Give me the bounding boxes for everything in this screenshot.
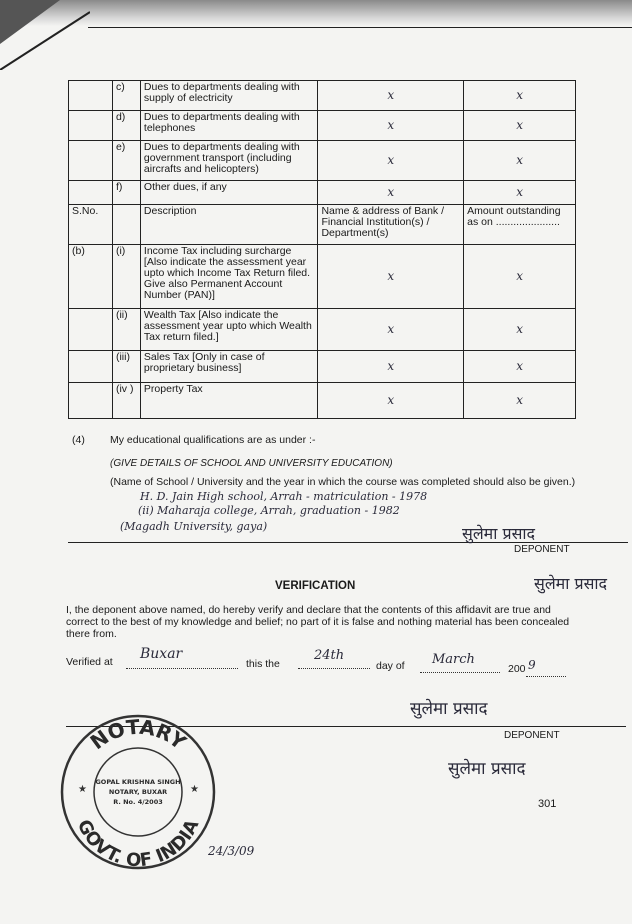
year-field xyxy=(526,664,566,677)
education-instruction: (Name of School / University and the year in which the course was completed should also be given.) xyxy=(110,476,576,488)
year-prefix: 200 xyxy=(508,663,526,675)
table-row: e) Dues to departments dealing with government transport (including aircrafts and helicopters) x x xyxy=(69,141,576,181)
section-number: (4) xyxy=(72,434,85,446)
stamp-line-2: NOTARY, BUXAR xyxy=(108,788,168,796)
svg-text:GOVT. OF INDIA xyxy=(73,816,204,871)
margin-signature: सुलेमा प्रसाद xyxy=(534,574,608,593)
education-line-2: (ii) Maharaja college, Arrah, graduation - 1982 xyxy=(138,504,400,517)
deponent-label: DEPONENT xyxy=(504,730,560,741)
verification-body: I, the deponent above named, do hereby verify and declare that the contents of this affidavit are true and correct to the best of my knowledge and belief; no part of it is false and nothing material has been concealed there from. xyxy=(66,604,570,640)
table-row: f) Other dues, if any x x xyxy=(69,181,576,205)
deponent-signature-2: सुलेमा प्रसाद xyxy=(410,699,488,719)
notary-attested-signature: सुलेमा प्रसाद xyxy=(448,759,526,779)
scan-shadow xyxy=(0,0,632,26)
deponent-label: DEPONENT xyxy=(514,544,570,555)
star-icon: ★ xyxy=(78,784,87,795)
education-subheading: (GIVE DETAILS OF SCHOOL AND UNIVERSITY EDUCATION) xyxy=(110,458,393,469)
dues-table xyxy=(68,80,576,419)
row-desc: Income Tax including surcharge [Also indicate the assessment year upto which Income Tax Return filed. Give also Permanent Account Number (PAN)] xyxy=(140,245,318,309)
page-number: 301 xyxy=(538,798,557,810)
education-line-1: H. D. Jain High school, Arrah - matriculation - 1978 xyxy=(140,490,428,503)
row-desc: Other dues, if any xyxy=(140,181,318,205)
table-row: (ii) Wealth Tax [Also indicate the assessment year upto which Wealth Tax return filed.] x x xyxy=(69,309,576,351)
table-row: (iv ) Property Tax x x xyxy=(69,383,576,419)
education-heading: My educational qualifications are as under :- xyxy=(110,434,316,446)
table-row: (iii) Sales Tax [Only in case of proprietary business] x x xyxy=(69,351,576,383)
verification-title: VERIFICATION xyxy=(275,580,356,592)
day-value: 24th xyxy=(314,648,345,663)
stamp-line-1: GOPAL KRISHNA SINGH xyxy=(95,778,181,786)
place-value: Buxar xyxy=(140,646,183,662)
day-of-label: day of xyxy=(376,660,405,672)
row-desc: Sales Tax [Only in case of proprietary business] xyxy=(140,351,318,383)
year-suffix: 9 xyxy=(528,658,536,672)
stamp-date: 24/3/09 xyxy=(208,844,255,858)
deponent-signature-1: सुलेमा प्रसाद xyxy=(462,524,536,543)
stamp-bottom-text: GOVT. OF INDIA xyxy=(72,816,204,872)
stamp-top-text: NOTARY xyxy=(85,714,191,755)
table-row: (b) (i) Income Tax including surcharge [Also indicate the assessment year upto which Income Tax Return filed. Give also Permanent Account Number (PAN)] x x xyxy=(69,245,576,309)
row-desc: Property Tax xyxy=(140,383,318,419)
verified-at-label: Verified at xyxy=(66,656,113,668)
folded-corner xyxy=(0,0,90,70)
top-border xyxy=(88,27,632,28)
row-desc: Wealth Tax [Also indicate the assessment year upto which Wealth Tax return filed.] xyxy=(140,309,318,351)
row-desc: Dues to departments dealing with government transport (including aircrafts and helicopters) xyxy=(140,141,318,181)
stamp-line-3: R. No. 4/2003 xyxy=(113,798,163,806)
table-row: d) Dues to departments dealing with telephones x x xyxy=(69,111,576,141)
divider-line xyxy=(68,542,628,543)
table-header: S.No. Description Name & address of Bank / Financial Institution(s) / Department(s) Amount outstanding as on ...................... xyxy=(69,205,576,245)
this-the-label: this the xyxy=(246,658,280,670)
month-value: March xyxy=(432,652,475,667)
table-row: c) Dues to departments dealing with supply of electricity x x xyxy=(69,81,576,111)
row-desc: Dues to departments dealing with supply of electricity xyxy=(140,81,318,111)
star-icon: ★ xyxy=(190,784,199,795)
notary-stamp xyxy=(58,712,218,872)
row-desc: Dues to departments dealing with telephones xyxy=(140,111,318,141)
education-line-3: (Magadh University, gaya) xyxy=(120,520,268,533)
